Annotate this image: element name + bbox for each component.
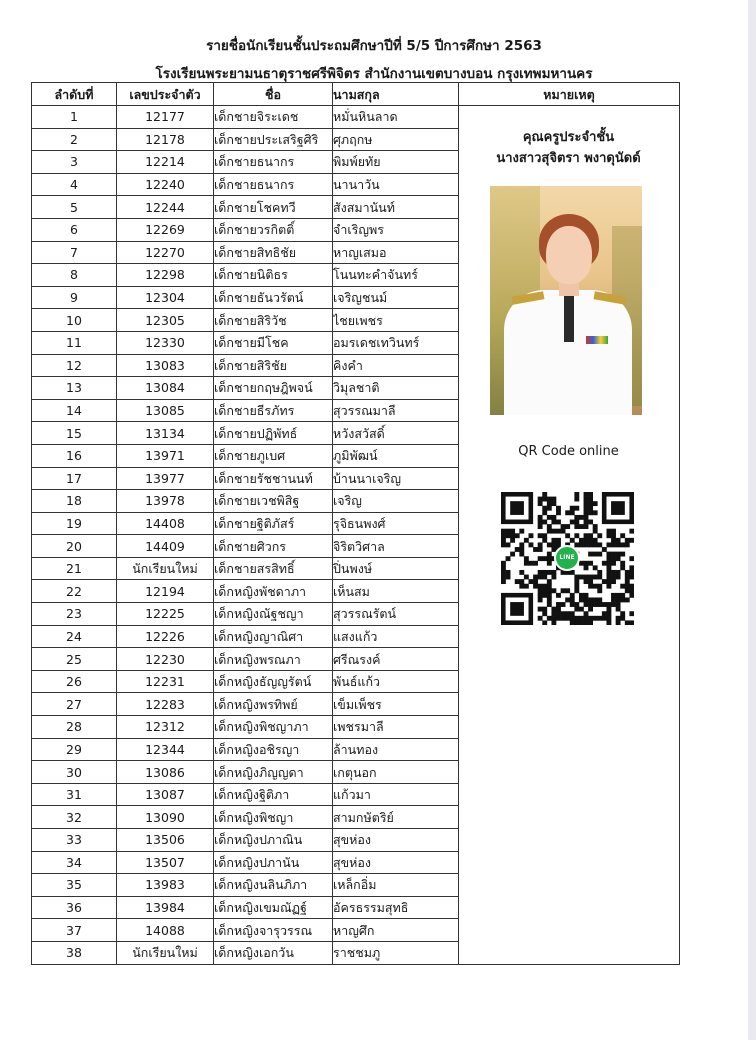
student-id: 13977 <box>117 467 214 490</box>
student-first-name: เด็กชายธนากร <box>214 173 333 196</box>
student-surname: หวังสวัสดิ์ <box>333 422 459 445</box>
student-first-name: เด็กหญิงพัชดาภา <box>214 580 333 603</box>
student-first-name: เด็กชายสิริวัช <box>214 309 333 332</box>
student-id: 13134 <box>117 422 214 445</box>
student-first-name: เด็กหญิงจารุวรรณ <box>214 919 333 942</box>
student-first-name: เด็กชายนิติธร <box>214 264 333 287</box>
student-first-name: เด็กชายกฤษฎิพจน์ <box>214 377 333 400</box>
student-id: 13978 <box>117 490 214 513</box>
student-first-name: เด็กหญิงภิญญดา <box>214 761 333 784</box>
student-number: 24 <box>32 625 117 648</box>
student-id: 12231 <box>117 670 214 693</box>
student-number: 17 <box>32 467 117 490</box>
student-number: 6 <box>32 218 117 241</box>
student-surname: บ้านนาเจริญ <box>333 467 459 490</box>
student-number: 19 <box>32 512 117 535</box>
student-surname: ศุภฤกษ <box>333 128 459 151</box>
student-first-name: เด็กหญิงอชิรญา <box>214 738 333 761</box>
student-id: 13507 <box>117 851 214 874</box>
student-first-name: เด็กชายสิทธิชัย <box>214 241 333 264</box>
student-number: 2 <box>32 128 117 151</box>
column-header-name: ชื่อ <box>214 83 333 106</box>
student-surname: เข็มเพ็ชร <box>333 693 459 716</box>
student-surname: สุวรรณมาลี <box>333 399 459 422</box>
student-id: 14088 <box>117 919 214 942</box>
student-surname: สังสมานันท์ <box>333 196 459 219</box>
student-surname: สุขห่อง <box>333 829 459 852</box>
student-number: 20 <box>32 535 117 558</box>
student-surname: รุจิธนพงศ์ <box>333 512 459 535</box>
student-number: 15 <box>32 422 117 445</box>
student-number: 21 <box>32 557 117 580</box>
student-surname: สุขห่อง <box>333 851 459 874</box>
student-id: 12344 <box>117 738 214 761</box>
student-id: 12230 <box>117 648 214 671</box>
student-surname: แสงแก้ว <box>333 625 459 648</box>
document-title: รายชื่อนักเรียนชั้นประถมศึกษาปีที่ 5/5 ปีการศึกษา 2563 <box>206 38 542 54</box>
student-id: 13087 <box>117 783 214 806</box>
student-id: 12283 <box>117 693 214 716</box>
student-first-name: เด็กหญิงเอกวัน <box>214 941 333 964</box>
student-id: 13971 <box>117 444 214 467</box>
table-header-row <box>32 83 680 106</box>
student-id: 12214 <box>117 151 214 174</box>
student-id: 12298 <box>117 264 214 287</box>
student-number: 9 <box>32 286 117 309</box>
student-surname: นานาวัน <box>333 173 459 196</box>
student-first-name: เด็กชายจิระเดช <box>214 106 333 129</box>
student-surname: สามกษัตริย์ <box>333 806 459 829</box>
student-surname: หมั่นหินลาด <box>333 106 459 129</box>
student-surname: เกตุนอก <box>333 761 459 784</box>
table-row <box>32 106 680 129</box>
student-surname: โนนทะคำจันทร์ <box>333 264 459 287</box>
student-id: 12225 <box>117 603 214 626</box>
student-first-name: เด็กหญิงพิชญา <box>214 806 333 829</box>
student-number: 14 <box>32 399 117 422</box>
student-id: 13983 <box>117 874 214 897</box>
student-surname: วิมุลชาติ <box>333 377 459 400</box>
line-logo-icon: LINE <box>554 545 580 571</box>
student-first-name: เด็กหญิงพรทิพย์ <box>214 693 333 716</box>
column-header-note: หมายเหตุ <box>459 83 680 106</box>
student-number: 31 <box>32 783 117 806</box>
student-first-name: เด็กหญิงปภานัน <box>214 851 333 874</box>
line-qr-code[interactable] <box>501 492 634 625</box>
student-number: 35 <box>32 874 117 897</box>
column-header-no: ลำดับที่ <box>32 83 117 106</box>
student-first-name: เด็กชายสิริชัย <box>214 354 333 377</box>
student-number: 26 <box>32 670 117 693</box>
student-id: นักเรียนใหม่ <box>117 557 214 580</box>
student-first-name: เด็กหญิงฐิติภา <box>214 783 333 806</box>
student-first-name: เด็กหญิงญาณิศา <box>214 625 333 648</box>
student-id: 14409 <box>117 535 214 558</box>
student-surname: สุวรรณรัตน์ <box>333 603 459 626</box>
student-id: 13086 <box>117 761 214 784</box>
student-surname: ภูมิพัฒน์ <box>333 444 459 467</box>
student-number: 25 <box>32 648 117 671</box>
page-edge-shadow <box>748 0 756 1040</box>
student-roster-table <box>31 82 680 965</box>
homeroom-teacher-name: นางสาวสุจิตรา พงาดุนัดด์ <box>496 151 641 166</box>
student-first-name: เด็กหญิงธัญญรัตน์ <box>214 670 333 693</box>
student-id: 13090 <box>117 806 214 829</box>
student-id: 12305 <box>117 309 214 332</box>
school-subtitle: โรงเรียนพระยามนธาตุราชศรีพิจิตร สำนักงานเขตบางบอน กรุงเทพมหานคร <box>155 66 593 82</box>
student-number: 30 <box>32 761 117 784</box>
student-id: 12178 <box>117 128 214 151</box>
student-id: 12304 <box>117 286 214 309</box>
teacher-photo <box>490 186 642 415</box>
student-first-name: เด็กหญิงพรณภา <box>214 648 333 671</box>
student-surname: เจริญชนม์ <box>333 286 459 309</box>
student-first-name: เด็กชายรัชชานนท์ <box>214 467 333 490</box>
student-first-name: เด็กชายศิวกร <box>214 535 333 558</box>
student-id: 13506 <box>117 829 214 852</box>
student-number: 32 <box>32 806 117 829</box>
student-surname: เพชรมาลี <box>333 716 459 739</box>
student-first-name: เด็กชายประเสริฐศิริ <box>214 128 333 151</box>
student-surname: ปิ่นพงษ์ <box>333 557 459 580</box>
student-surname: อมรเดชเทวินทร์ <box>333 331 459 354</box>
student-surname: พิมพ์ยทัย <box>333 151 459 174</box>
student-number: 12 <box>32 354 117 377</box>
student-id: 12194 <box>117 580 214 603</box>
student-number: 8 <box>32 264 117 287</box>
column-header-id: เลขประจำตัว <box>117 83 214 106</box>
student-surname: ไชยเพชร <box>333 309 459 332</box>
note-column-panel <box>459 106 680 965</box>
student-first-name: เด็กชายธนากร <box>214 151 333 174</box>
student-id: 12226 <box>117 625 214 648</box>
student-number: 3 <box>32 151 117 174</box>
student-first-name: เด็กชายธีรภัทร <box>214 399 333 422</box>
student-number: 38 <box>32 941 117 964</box>
student-surname: เหล็กอิ่ม <box>333 874 459 897</box>
student-id: 13084 <box>117 377 214 400</box>
table-body <box>32 106 680 965</box>
student-id: 14408 <box>117 512 214 535</box>
student-number: 33 <box>32 829 117 852</box>
student-id: 12269 <box>117 218 214 241</box>
student-first-name: เด็กชายเวชพิสิฐ <box>214 490 333 513</box>
student-number: 37 <box>32 919 117 942</box>
homeroom-teacher-label: คุณครูประจำชั้น <box>522 130 615 145</box>
student-surname: หาญเสมอ <box>333 241 459 264</box>
student-id: 12240 <box>117 173 214 196</box>
student-number: 13 <box>32 377 117 400</box>
student-number: 18 <box>32 490 117 513</box>
student-surname: จำเริญพร <box>333 218 459 241</box>
student-surname: แก้วมา <box>333 783 459 806</box>
student-surname: หาญศึก <box>333 919 459 942</box>
student-number: 7 <box>32 241 117 264</box>
student-surname: ราชชมภู <box>333 941 459 964</box>
student-number: 4 <box>32 173 117 196</box>
student-number: 22 <box>32 580 117 603</box>
student-first-name: เด็กหญิงนลินภิภา <box>214 874 333 897</box>
student-id: 13085 <box>117 399 214 422</box>
student-number: 5 <box>32 196 117 219</box>
student-first-name: เด็กชายวรกิตติ์ <box>214 218 333 241</box>
student-first-name: เด็กชายมีโชค <box>214 331 333 354</box>
student-first-name: เด็กชายโชคทวี <box>214 196 333 219</box>
student-number: 11 <box>32 331 117 354</box>
student-surname: จิริตวิศาล <box>333 535 459 558</box>
student-surname: เห็นสม <box>333 580 459 603</box>
student-number: 28 <box>32 716 117 739</box>
column-header-surname: นามสกุล <box>333 83 459 106</box>
student-first-name: เด็กหญิงพิชญาภา <box>214 716 333 739</box>
student-surname: ล้านทอง <box>333 738 459 761</box>
student-first-name: เด็กหญิงณัฐชญา <box>214 603 333 626</box>
student-id: 13083 <box>117 354 214 377</box>
student-id: 12312 <box>117 716 214 739</box>
student-id: นักเรียนใหม่ <box>117 941 214 964</box>
student-surname: อัครธรรมสุทธิ <box>333 896 459 919</box>
student-first-name: เด็กชายสรสิทธิ์ <box>214 557 333 580</box>
student-surname: พันธ์แก้ว <box>333 670 459 693</box>
student-number: 1 <box>32 106 117 129</box>
student-number: 34 <box>32 851 117 874</box>
student-first-name: เด็กชายธันวรัตน์ <box>214 286 333 309</box>
student-id: 12244 <box>117 196 214 219</box>
student-number: 23 <box>32 603 117 626</box>
student-surname: ศรีณรงค์ <box>333 648 459 671</box>
student-id: 12270 <box>117 241 214 264</box>
student-number: 27 <box>32 693 117 716</box>
student-id: 12330 <box>117 331 214 354</box>
student-first-name: เด็กชายปฏิพัทธ์ <box>214 422 333 445</box>
student-first-name: เด็กชายภูเบศ <box>214 444 333 467</box>
student-first-name: เด็กหญิงปภาณิน <box>214 829 333 852</box>
student-number: 16 <box>32 444 117 467</box>
student-number: 29 <box>32 738 117 761</box>
qr-code-label: QR Code online <box>518 444 619 459</box>
student-number: 36 <box>32 896 117 919</box>
student-first-name: เด็กหญิงเขมณัฏฐ์ <box>214 896 333 919</box>
student-surname: คิงคำ <box>333 354 459 377</box>
student-first-name: เด็กชายฐิติภัสร์ <box>214 512 333 535</box>
student-id: 13984 <box>117 896 214 919</box>
student-number: 10 <box>32 309 117 332</box>
student-id: 12177 <box>117 106 214 129</box>
student-surname: เจริญ <box>333 490 459 513</box>
